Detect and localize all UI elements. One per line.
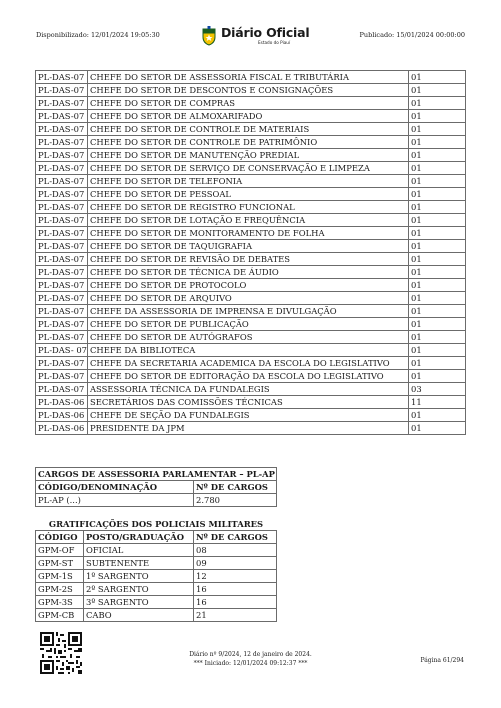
cargo-code: PL-DAS-07 — [36, 162, 88, 175]
cargo-count: 01 — [409, 162, 466, 175]
cargo-denomination: CHEFE DO SETOR DE ASSESSORIA FISCAL E TRIBUTÁRIA — [88, 71, 409, 84]
table-row — [36, 97, 466, 110]
cargo-count: 01 — [409, 253, 466, 266]
cargo-count: 11 — [409, 396, 466, 409]
cargo-denomination: CHEFE DO SETOR DE MANUTENÇÃO PREDIAL — [88, 149, 409, 162]
plap-col-code: CÓDIGO/DENOMINAÇÃO — [36, 481, 194, 494]
table-row — [36, 357, 466, 370]
cargo-count: 01 — [409, 318, 466, 331]
gpm-col-code: CÓDIGO — [36, 531, 84, 544]
cargo-denomination: CHEFE DO SETOR DE CONTROLE DE PATRIMÔNIO — [88, 136, 409, 149]
gpm-title-row — [36, 518, 277, 531]
page-header — [0, 0, 501, 70]
table-row — [36, 123, 466, 136]
gpm-count: 21 — [194, 609, 277, 622]
plap-count: 2.780 — [194, 494, 277, 507]
gpm-rank: CABO — [84, 609, 194, 622]
cargo-code: PL-DAS-07 — [36, 71, 88, 84]
cargo-code: PL-DAS-06 — [36, 409, 88, 422]
cargo-denomination: CHEFE DO SETOR DE ALMOXARIFADO — [88, 110, 409, 123]
table-row — [36, 214, 466, 227]
cargo-code: PL-DAS-07 — [36, 253, 88, 266]
cargo-count: 01 — [409, 214, 466, 227]
table-row — [36, 557, 277, 570]
cargo-count: 01 — [409, 422, 466, 435]
table-row — [36, 110, 466, 123]
gpm-code: GPM-1S — [36, 570, 84, 583]
table-row — [36, 409, 466, 422]
cargo-count: 01 — [409, 266, 466, 279]
table-row — [36, 544, 277, 557]
table-row — [36, 292, 466, 305]
cargo-count: 01 — [409, 71, 466, 84]
page-number: Página 61/294 — [420, 657, 464, 664]
gpm-col-rank: POSTO/GRADUAÇÃO — [84, 531, 194, 544]
cargo-count: 01 — [409, 110, 466, 123]
table-row — [36, 279, 466, 292]
cargo-code: PL-DAS-06 — [36, 422, 88, 435]
cargo-denomination: CHEFE DO SETOR DE REGISTRO FUNCIONAL — [88, 201, 409, 214]
cargo-code: PL-DAS-07 — [36, 305, 88, 318]
plap-title-row — [36, 468, 277, 481]
cargo-denomination: CHEFE DO SETOR DE PUBLICAÇÃO — [88, 318, 409, 331]
plap-code: PL-AP (...) — [36, 494, 194, 507]
table-row — [36, 162, 466, 175]
cargo-denomination: CHEFE DO SETOR DE TAQUIGRAFIA — [88, 240, 409, 253]
cargo-denomination: CHEFE DO SETOR DE EDITORAÇÃO DA ESCOLA DO LEGISLATIVO — [88, 370, 409, 383]
cargos-table-body — [36, 71, 466, 435]
cargo-denomination: CHEFE DO SETOR DE MONITORAMENTO DE FOLHA — [88, 227, 409, 240]
cargo-count: 01 — [409, 240, 466, 253]
cargo-denomination: CHEFE DO SETOR DE ARQUIVO — [88, 292, 409, 305]
cargo-code: PL-DAS-07 — [36, 227, 88, 240]
table-row — [36, 175, 466, 188]
cargo-code: PL-DAS-07 — [36, 292, 88, 305]
gpm-count: 09 — [194, 557, 277, 570]
cargo-denomination: CHEFE DO SETOR DE AUTÓGRAFOS — [88, 331, 409, 344]
table-row — [36, 422, 466, 435]
cargo-code: PL-DAS-07 — [36, 84, 88, 97]
gpm-header-row — [36, 531, 277, 544]
availability-timestamp: Disponibilizado: 12/01/2024 19:05:30 — [36, 31, 160, 39]
cargo-count: 01 — [409, 344, 466, 357]
cargo-denomination: CHEFE DA BIBLIOTECA — [88, 344, 409, 357]
cargo-denomination: CHEFE DO SETOR DE COMPRAS — [88, 97, 409, 110]
cargo-code: PL-DAS-07 — [36, 188, 88, 201]
cargo-count: 01 — [409, 370, 466, 383]
table-row — [36, 188, 466, 201]
cargo-count: 01 — [409, 149, 466, 162]
cargo-denomination: PRESIDENTE DA JPM — [88, 422, 409, 435]
table-row — [36, 71, 466, 84]
diary-issue: Diário nº 9/2024, 12 de janeiro de 2024. — [189, 651, 312, 658]
table-row — [36, 396, 466, 409]
plap-header-row — [36, 481, 277, 494]
table-row — [36, 305, 466, 318]
cargo-code: PL-DAS-07 — [36, 370, 88, 383]
cargo-count: 03 — [409, 383, 466, 396]
table-row — [36, 383, 466, 396]
gpm-count: 08 — [194, 544, 277, 557]
state-coat-of-arms-icon — [201, 26, 217, 46]
gpm-table-body — [36, 544, 277, 622]
cargo-count: 01 — [409, 123, 466, 136]
gpm-count: 16 — [194, 583, 277, 596]
cargo-code: PL-DAS-07 — [36, 318, 88, 331]
table-row — [36, 266, 466, 279]
gpm-title: GRATIFICAÇÕES DOS POLICIAIS MILITARES — [36, 518, 277, 531]
table-row — [36, 227, 466, 240]
gpm-rank: OFICIAL — [84, 544, 194, 557]
cargo-code: PL-DAS- 07 — [36, 344, 88, 357]
cargo-code: PL-DAS-07 — [36, 136, 88, 149]
cargo-code: PL-DAS-07 — [36, 201, 88, 214]
gpm-code: GPM-2S — [36, 583, 84, 596]
gpm-rank: 1º SARGENTO — [84, 570, 194, 583]
cargo-code: PL-DAS-07 — [36, 175, 88, 188]
cargo-count: 01 — [409, 188, 466, 201]
cargo-denomination: CHEFE DO SETOR DE CONTROLE DE MATERIAIS — [88, 123, 409, 136]
cargos-table — [35, 70, 466, 435]
cargo-count: 01 — [409, 305, 466, 318]
cargo-count: 01 — [409, 279, 466, 292]
cargo-count: 01 — [409, 175, 466, 188]
cargo-denomination: CHEFE DO SETOR DE TELEFONIA — [88, 175, 409, 188]
gpm-count: 16 — [194, 596, 277, 609]
publication-timestamp: Publicado: 15/01/2024 00:00:00 — [359, 31, 465, 39]
plap-title: CARGOS DE ASSESSORIA PARLAMENTAR – PL-AP — [36, 468, 277, 481]
table-row — [36, 240, 466, 253]
gpm-rank: 3º SARGENTO — [84, 596, 194, 609]
cargo-code: PL-DAS-07 — [36, 240, 88, 253]
cargo-count: 01 — [409, 292, 466, 305]
table-row — [36, 583, 277, 596]
table-row — [36, 370, 466, 383]
logo-subtitle: Estado do Piauí — [258, 40, 291, 45]
table-row — [36, 201, 466, 214]
gpm-code: GPM-ST — [36, 557, 84, 570]
cargo-code: PL-DAS-07 — [36, 331, 88, 344]
cargo-denomination: CHEFE DO SETOR DE PROTOCOLO — [88, 279, 409, 292]
table-row — [36, 253, 466, 266]
cargo-denomination: ASSESSORIA TÉCNICA DA FUNDALEGIS — [88, 383, 409, 396]
cargo-code: PL-DAS-07 — [36, 123, 88, 136]
cargo-count: 01 — [409, 331, 466, 344]
cargo-denomination: CHEFE DO SETOR DE LOTAÇÃO E FREQUÊNCIA — [88, 214, 409, 227]
gpm-code: GPM-CB — [36, 609, 84, 622]
table-row — [36, 570, 277, 583]
gpm-code: GPM-OF — [36, 544, 84, 557]
cargo-code: PL-DAS-07 — [36, 279, 88, 292]
cargo-code: PL-DAS-06 — [36, 396, 88, 409]
table-row — [36, 609, 277, 622]
table-row — [36, 494, 277, 507]
cargo-denomination: CHEFE DE SEÇÃO DA FUNDALEGIS — [88, 409, 409, 422]
military-police-gratifications-table — [35, 518, 277, 622]
cargo-count: 01 — [409, 227, 466, 240]
cargo-denomination: CHEFE DO SETOR DE PESSOAL — [88, 188, 409, 201]
cargo-denomination: CHEFE DO SETOR DE DESCONTOS E CONSIGNAÇÕES — [88, 84, 409, 97]
table-row — [36, 84, 466, 97]
cargo-denomination: CHEFE DA ASSESSORIA DE IMPRENSA E DIVULGAÇÃO — [88, 305, 409, 318]
cargo-count: 01 — [409, 136, 466, 149]
cargo-code: PL-DAS-07 — [36, 383, 88, 396]
diario-oficial-logo — [201, 24, 310, 48]
cargo-count: 01 — [409, 409, 466, 422]
cargo-code: PL-DAS-07 — [36, 149, 88, 162]
gpm-col-count: Nº DE CARGOS — [194, 531, 277, 544]
diary-started: *** Iniciado: 12/01/2024 09:12:37 *** — [193, 660, 308, 667]
logo-title: Diário Oficial — [221, 25, 310, 40]
cargo-code: PL-DAS-07 — [36, 214, 88, 227]
table-row — [36, 331, 466, 344]
cargo-count: 01 — [409, 357, 466, 370]
cargo-count: 01 — [409, 201, 466, 214]
cargo-code: PL-DAS-07 — [36, 357, 88, 370]
cargo-denomination: CHEFE DO SETOR DE TÉCNICA DE ÁUDIO — [88, 266, 409, 279]
table-row — [36, 344, 466, 357]
cargo-code: PL-DAS-07 — [36, 97, 88, 110]
cargo-count: 01 — [409, 97, 466, 110]
cargo-code: PL-DAS-07 — [36, 110, 88, 123]
parliamentary-advisory-table — [35, 467, 277, 507]
cargo-denomination: CHEFE DA SECRETARIA ACADEMICA DA ESCOLA DO LEGISLATIVO — [88, 357, 409, 370]
cargo-code: PL-DAS-07 — [36, 266, 88, 279]
gpm-rank: SUBTENENTE — [84, 557, 194, 570]
table-row — [36, 136, 466, 149]
gpm-count: 12 — [194, 570, 277, 583]
cargo-denomination: CHEFE DO SETOR DE SERVIÇO DE CONSERVAÇÃO E LIMPEZA — [88, 162, 409, 175]
table-row — [36, 149, 466, 162]
cargo-denomination: CHEFE DO SETOR DE REVISÃO DE DEBATES — [88, 253, 409, 266]
gpm-code: GPM-3S — [36, 596, 84, 609]
table-row — [36, 596, 277, 609]
table-row — [36, 318, 466, 331]
gpm-rank: 2º SARGENTO — [84, 583, 194, 596]
cargo-count: 01 — [409, 84, 466, 97]
cargo-denomination: SECRETÁRIOS DAS COMISSÕES TÉCNICAS — [88, 396, 409, 409]
plap-col-count: Nº DE CARGOS — [194, 481, 277, 494]
